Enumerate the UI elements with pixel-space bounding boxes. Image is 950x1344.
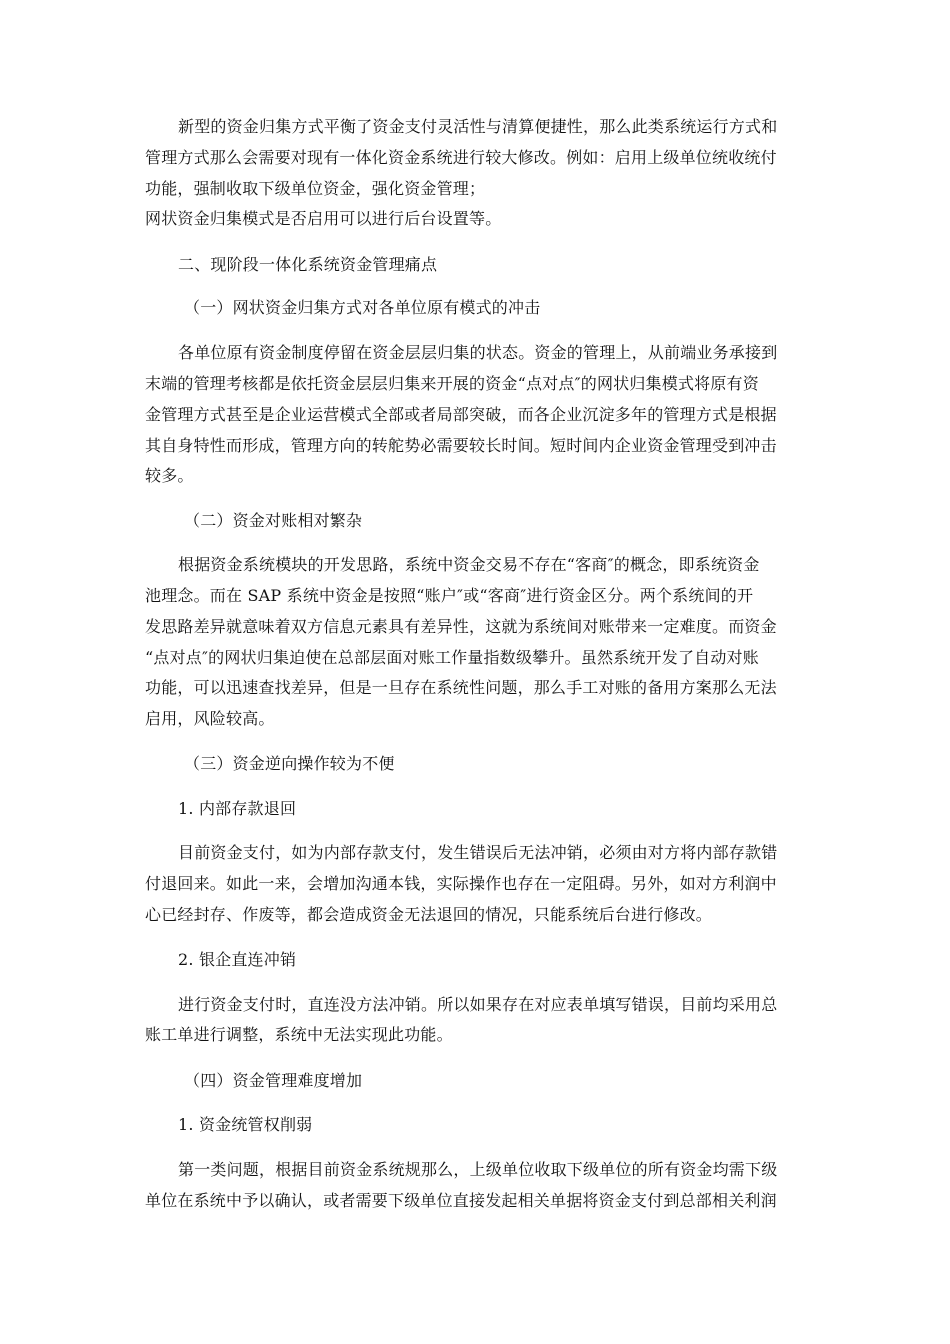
- body-text-line: 功能，强制收取下级单位资金，强化资金管理；: [145, 179, 486, 198]
- body-text-line: 第一类问题，根据目前资金系统规那么，上级单位收取下级单位的所有资金均需下级: [178, 1160, 778, 1179]
- body-text-line: 池理念。而在 SAP 系统中资金是按照“账户″或“客商″进行资金区分。两个系统间的开: [145, 586, 754, 605]
- body-text-line: 功能，可以迅速查找差异，但是一旦存在系统性问题，那么手工对账的备用方案那么无法: [145, 678, 777, 697]
- body-text-line: 其自身特性而形成，管理方向的转舵势必需要较长时间。短时间内企业资金管理受到冲击: [145, 436, 777, 455]
- numbered-heading: 1. 内部存款退回: [178, 799, 297, 818]
- body-text-line: 心已经封存、作废等，都会造成资金无法退回的情况，只能系统后台进行修改。: [145, 905, 713, 924]
- subsection-heading: （一）网状资金归集方式对各单位原有模式的冲击: [184, 298, 541, 317]
- body-text-line: 单位在系统中予以确认，或者需要下级单位直接发起相关单据将资金支付到总部相关利润: [145, 1191, 777, 1210]
- body-text-line: 进行资金支付时，直连没方法冲销。所以如果存在对应表单填写错误，目前均采用总: [178, 995, 778, 1014]
- body-text-line: 付退回来。如此一来，会增加沟通本钱，实际操作也存在一定阻碍。另外，如对方利润中: [145, 874, 777, 893]
- body-text-line: 发思路差异就意味着双方信息元素具有差异性，这就为系统间对账带来一定难度。而资金: [145, 617, 777, 636]
- body-text-line: “点对点″的网状归集迫使在总部层面对账工作量指数级攀升。虽然系统开发了自动对账: [145, 648, 759, 667]
- subsection-heading: （二）资金对账相对繁杂: [184, 511, 363, 530]
- body-text-line: 管理方式那么会需要对现有一体化资金系统进行较大修改。例如：启用上级单位统收统付: [145, 148, 777, 167]
- body-text-line: 较多。: [145, 466, 194, 485]
- subsection-heading: （三）资金逆向操作较为不便: [184, 754, 395, 773]
- body-text-line: 目前资金支付，如为内部存款支付，发生错误后无法冲销，必须由对方将内部存款错: [178, 843, 778, 862]
- body-text-line: 新型的资金归集方式平衡了资金支付灵活性与清算便捷性，那么此类系统运行方式和: [178, 117, 778, 136]
- body-text-line: 末端的管理考核都是依托资金层层归集来开展的资金“点对点″的网状归集模式将原有资: [145, 374, 759, 393]
- body-text-line: 网状资金归集模式是否启用可以进行后台设置等。: [145, 209, 502, 228]
- section-heading: 二、现阶段一体化系统资金管理痛点: [178, 255, 438, 274]
- body-text-line: 根据资金系统模块的开发思路，系统中资金交易不存在“客商″的概念，即系统资金: [178, 555, 760, 574]
- body-text-line: 账工单进行调整，系统中无法实现此功能。: [145, 1025, 453, 1044]
- body-text-line: 金管理方式甚至是企业运营模式全部或者局部突破，而各企业沉淀多年的管理方式是根据: [145, 405, 777, 424]
- numbered-heading: 1. 资金统管权削弱: [178, 1115, 313, 1134]
- numbered-heading: 2. 银企直连冲销: [178, 950, 297, 969]
- body-text-line: 启用，风险较高。: [145, 709, 275, 728]
- body-text-line: 各单位原有资金制度停留在资金层层归集的状态。资金的管理上，从前端业务承接到: [178, 343, 778, 362]
- subsection-heading: （四）资金管理难度增加: [184, 1071, 363, 1090]
